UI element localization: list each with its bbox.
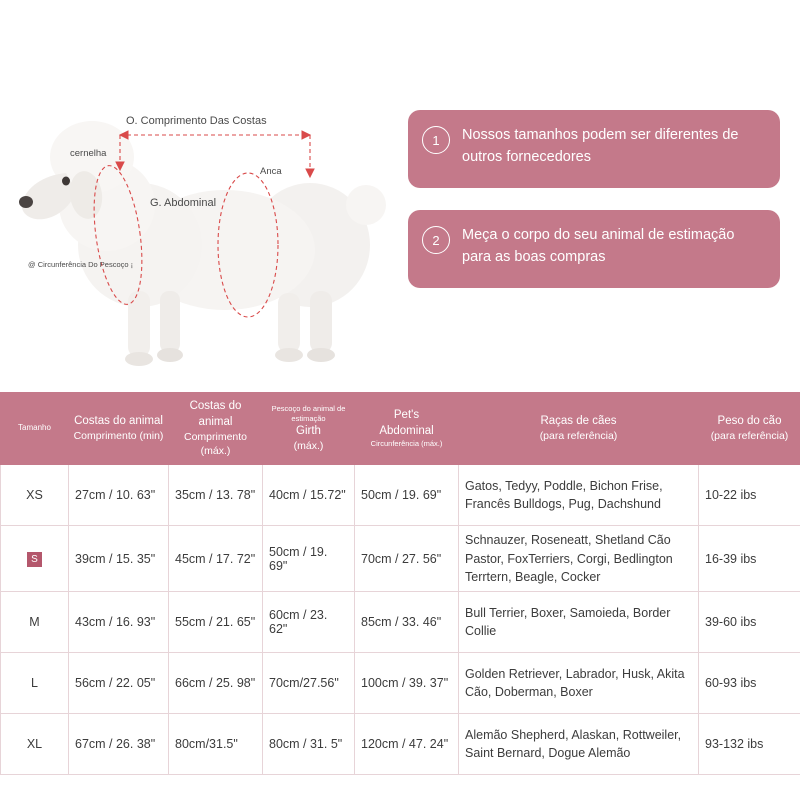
size-badge: S bbox=[27, 552, 42, 567]
note-number-1: 1 bbox=[422, 126, 450, 154]
header-neck-girth: Pescoço do animal de estimação Girth (máx.) bbox=[263, 393, 355, 465]
notes-list bbox=[408, 110, 780, 310]
label-hip: Anca bbox=[260, 166, 282, 177]
note-text-2: Meça o corpo do seu animal de estimação para as boas compras bbox=[462, 227, 735, 266]
table-row bbox=[1, 465, 800, 526]
cell-size: XS bbox=[1, 465, 69, 526]
cell-back-min: 56cm / 22. 05" bbox=[69, 652, 169, 713]
cell-neck: 70cm/27.56" bbox=[263, 652, 355, 713]
note-item-2 bbox=[408, 210, 780, 288]
header-weight: Peso do cão (para referência) bbox=[699, 393, 800, 465]
cell-back-min: 27cm / 10. 63" bbox=[69, 465, 169, 526]
table-row bbox=[1, 713, 800, 774]
cell-abdominal: 85cm / 33. 46" bbox=[355, 591, 459, 652]
label-withers: cernelha bbox=[70, 148, 107, 159]
cell-breeds: Alemão Shepherd, Alaskan, Rottweiler, Saint Bernard, Dogue Alemão bbox=[459, 713, 699, 774]
cell-back-min: 43cm / 16. 93" bbox=[69, 591, 169, 652]
dog-diagram bbox=[10, 95, 400, 375]
cell-neck: 60cm / 23. 62" bbox=[263, 591, 355, 652]
cell-neck: 50cm / 19. 69" bbox=[263, 526, 355, 591]
note-number-2: 2 bbox=[422, 226, 450, 254]
header-breeds: Raças de cães (para referência) bbox=[459, 393, 699, 465]
header-back-min: Costas do animal Comprimento (min) bbox=[69, 393, 169, 465]
cell-size bbox=[1, 526, 69, 591]
cell-back-max: 35cm / 13. 78" bbox=[169, 465, 263, 526]
cell-abdominal: 120cm / 47. 24" bbox=[355, 713, 459, 774]
cell-weight: 16-39 ibs bbox=[699, 526, 800, 591]
cell-breeds: Schnauzer, Roseneatt, Shetland Cão Pastor, FoxTerriers, Corgi, Bedlington Terrtern, Beagle, Cocker bbox=[459, 526, 699, 591]
cell-neck: 40cm / 15.72" bbox=[263, 465, 355, 526]
cell-neck: 80cm / 31. 5" bbox=[263, 713, 355, 774]
cell-back-max: 55cm / 21. 65" bbox=[169, 591, 263, 652]
cell-abdominal: 50cm / 19. 69" bbox=[355, 465, 459, 526]
note-item-1 bbox=[408, 110, 780, 188]
header-size: Tamanho bbox=[1, 393, 69, 465]
cell-breeds: Bull Terrier, Boxer, Samoieda, Border Collie bbox=[459, 591, 699, 652]
table-row bbox=[1, 591, 800, 652]
header-back-max: Costas do animal Comprimento (máx.) bbox=[169, 393, 263, 465]
cell-weight: 60-93 ibs bbox=[699, 652, 800, 713]
cell-size: M bbox=[1, 591, 69, 652]
cell-back-max: 66cm / 25. 98" bbox=[169, 652, 263, 713]
cell-size: L bbox=[1, 652, 69, 713]
dog-illustration bbox=[10, 95, 400, 375]
note-text-1: Nossos tamanhos podem ser diferentes de outros fornecedores bbox=[462, 127, 739, 166]
cell-weight: 93-132 ibs bbox=[699, 713, 800, 774]
cell-breeds: Gatos, Tedyy, Poddle, Bichon Frise, Francês Bulldogs, Pug, Dachshund bbox=[459, 465, 699, 526]
label-abdominal-girth: G. Abdominal bbox=[150, 197, 217, 209]
cell-back-max: 80cm/31.5" bbox=[169, 713, 263, 774]
table-header-row bbox=[1, 393, 800, 465]
cell-back-max: 45cm / 17. 72" bbox=[169, 526, 263, 591]
label-neck-circumference: @ Circunferência Do Pescoço ¡ bbox=[28, 260, 134, 269]
table-row bbox=[1, 652, 800, 713]
top-section bbox=[0, 0, 800, 390]
cell-weight: 39-60 ibs bbox=[699, 591, 800, 652]
table-row bbox=[1, 526, 800, 591]
cell-abdominal: 100cm / 39. 37" bbox=[355, 652, 459, 713]
cell-back-min: 67cm / 26. 38" bbox=[69, 713, 169, 774]
header-abdominal: Pet's Abdominal Circunferência (máx.) bbox=[355, 393, 459, 465]
size-table-wrapper bbox=[0, 392, 800, 775]
cell-breeds: Golden Retriever, Labrador, Husk, Akita Cão, Doberman, Boxer bbox=[459, 652, 699, 713]
size-table bbox=[0, 392, 800, 775]
cell-back-min: 39cm / 15. 35" bbox=[69, 526, 169, 591]
cell-size: XL bbox=[1, 713, 69, 774]
label-back-length: O. Comprimento Das Costas bbox=[126, 115, 267, 127]
cell-weight: 10-22 ibs bbox=[699, 465, 800, 526]
cell-abdominal: 70cm / 27. 56" bbox=[355, 526, 459, 591]
